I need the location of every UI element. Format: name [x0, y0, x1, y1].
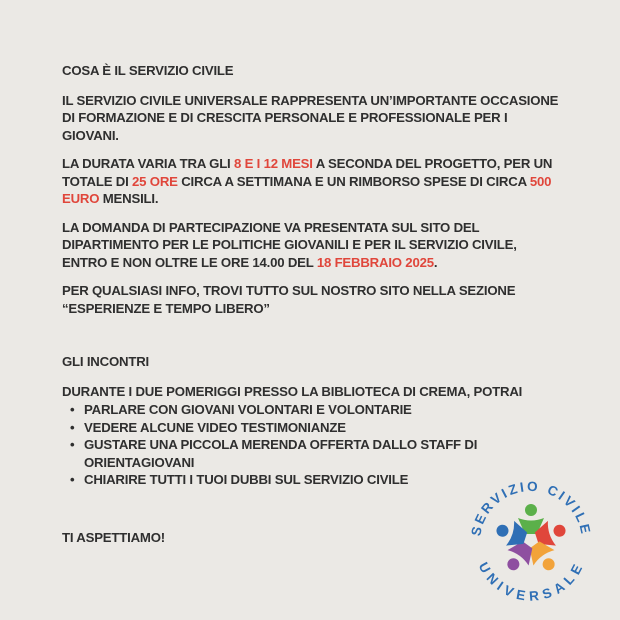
text-segment: LA DURATA VARIA TRA GLI	[62, 156, 234, 171]
text-segment: .	[433, 254, 438, 270]
info-paragraph: PER QUALSIASI INFO, TROVI TUTTO SUL NOSTRO SITO NELLA SEZIONE “ESPERIENZE E TEMPO LIBERO”	[62, 283, 516, 316]
closing-text: TI ASPETTIAMO!	[62, 529, 165, 545]
star-figures-icon	[493, 504, 570, 577]
logo-text-top-path: SERVIZIO CIVILE	[468, 478, 594, 538]
highlight-hours: 25 ORE	[132, 173, 178, 189]
list-item: • CHIARIRE TUTTI I TUOI DUBBI SUL SERVIZIO CIVILE	[70, 471, 562, 489]
text-segment: LA DOMANDA DI PARTECIPAZIONE VA PRESENTATA SUL SITO DEL DIPARTIMENTO PER LE POLITICHE GIOVANILI E PER IL SERVIZIO CIVILE, ENTRO E NON OLTRE LE ORE 14.00 DEL	[62, 219, 517, 270]
highlight-deadline: 18 FEBBRAIO 2025	[316, 254, 434, 270]
list-item: • PARLARE CON GIOVANI VOLONTARI E VOLONTARIE	[70, 401, 562, 419]
intro-paragraph: IL SERVIZIO CIVILE UNIVERSALE RAPPRESENTA UN’IMPORTANTE OCCASIONE DI FORMAZIONE E DI CRESCITA PERSONALE E PROFESSIONALE PER I GIOVANI.	[62, 92, 559, 143]
servizio-civile-logo	[466, 474, 596, 604]
logo-text-bottom	[476, 560, 587, 604]
section-title-incontri: GLI INCONTRI	[62, 354, 149, 369]
text-segment: A SECONDA DEL PROGETTO, PER UN TOTALE DI	[62, 156, 553, 189]
logo-text-bottom-path: UNIVERSALE	[475, 559, 587, 604]
application-paragraph	[62, 219, 562, 272]
list-item: • VEDERE ALCUNE VIDEO TESTIMONIANZE	[70, 419, 562, 437]
text-segment: MENSILI.	[99, 191, 159, 206]
text-segment: CIRCA A SETTIMANA E UN RIMBORSO SPESE DI CIRCA	[177, 173, 530, 189]
duration-paragraph	[62, 155, 562, 208]
highlight-reimbursement: 500 EURO	[62, 173, 552, 206]
highlight-months: 8 E I 12 MESI	[233, 156, 313, 171]
section-title-servizio-civile: COSA È IL SERVIZIO CIVILE	[62, 63, 234, 78]
meetings-intro: DURANTE I DUE POMERIGGI PRESSO LA BIBLIOTECA DI CREMA, POTRAI	[62, 383, 523, 399]
list-item: • GUSTARE UNA PICCOLA MERENDA OFFERTA DALLO STAFF DI ORIENTAGIOVANI	[70, 436, 562, 471]
